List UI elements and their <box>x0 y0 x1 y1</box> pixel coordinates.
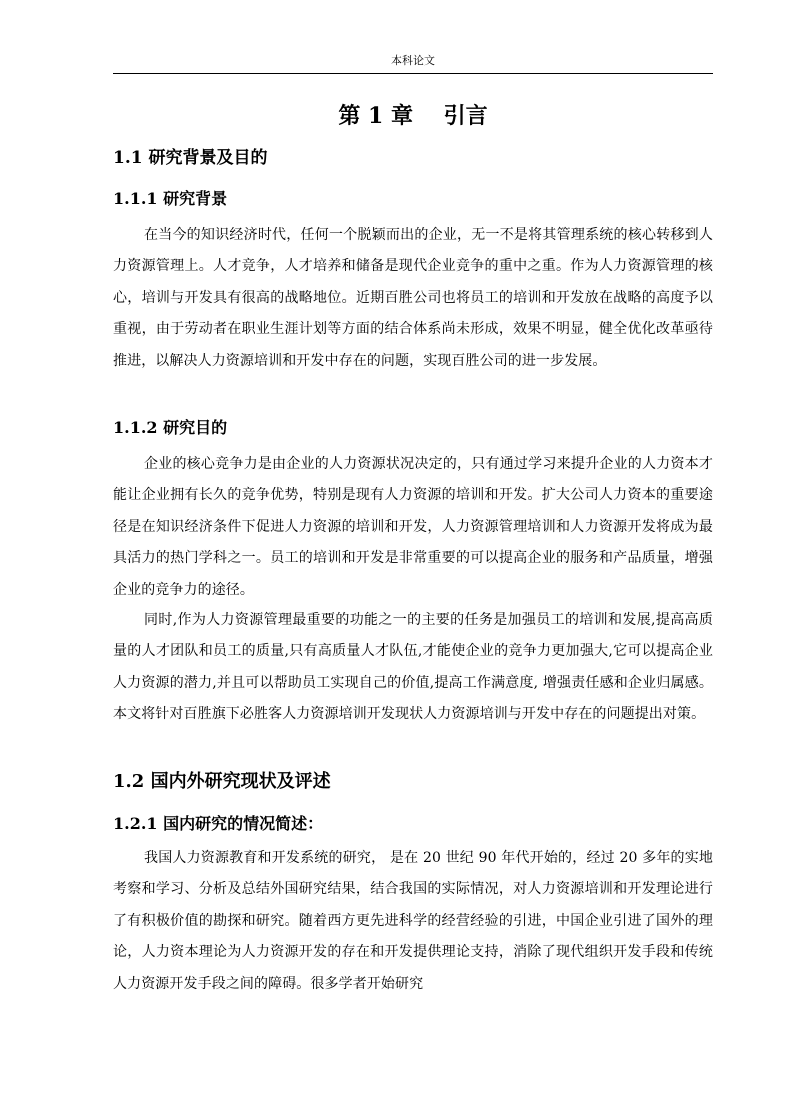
running-header: 本科论文 <box>391 54 435 67</box>
section-heading-1-2-1: 1.2.1 国内研究的情况简述： <box>113 814 324 833</box>
section-heading-1-1-1: 1.1.1 研究背景 <box>113 189 228 208</box>
section-heading-1-1: 1.1 研究背景及目的 <box>113 148 268 168</box>
paragraph-domestic-research: 我国人力资源教育和开发系统的研究， 是在 20 世纪 90 年代开始的，经过 20 多年的实地考察和学习、分析及总结外国研究结果，结合我国的实际情况，对人力资源培训和开发理论进行了有积极价值的勘探和研究。随着西方更先进科学的经营经验的引进，中国企业引进了国外的理论，人力资本理论为人力资源开发的存在和开发提供理论支持，消除了现代组织开发手段和传统人力资源开发手段之间的障碍。很多学者开始研究 <box>113 850 713 992</box>
section-heading-1-1-2: 1.1.2 研究目的 <box>113 418 228 437</box>
chapter-title: 第 1 章 引言 <box>338 103 488 129</box>
paragraph-research-background: 在当今的知识经济时代，任何一个脱颖而出的企业，无一不是将其管理系统的核心转移到人力资源管理上。人才竞争，人才培养和储备是现代企业竞争的重中之重。作为人力资源管理的核心，培训与开发具有很高的战略地位。近期百胜公司也将员工的培训和开发放在战略的高度予以重视，由于劳动者在职业生涯计划等方面的结合体系尚未形成，效果不明显，健全优化改革亟待推进，以解决人力资源培训和开发中存在的问题，实现百胜公司的进一步发展。 <box>113 227 713 369</box>
paragraph-research-purpose-2: 同时,作为人力资源管理最重要的功能之一的主要的任务是加强员工的培训和发展,提高高质量的人才团队和员工的质量,只有高质量人才队伍,才能使企业的竞争力更加强大,它可以提高企业人力资源的潜力,并且可以帮助员工实现自己的价值,提高工作满意度, 增强责任感和企业归属感。本文将针对百胜旗下必胜客人力资源培训开发现状人力资源培训与开发中存在的问题提出对策。 <box>113 612 713 723</box>
paragraph-research-purpose: 企业的核心竞争力是由企业的人力资源状况决定的，只有通过学习来提升企业的人力资本才能让企业拥有长久的竞争优势，特别是现有人力资源的培训和开发。扩大公司人力资本的重要途径是在知识经济条件下促进人力资源的培训和开发，人力资源管理培训和人力资源开发将成为最具活力的热门学科之一。员工的培训和开发是非常重要的可以提高企业的服务和产品质量，增强企业的竞争力的途径。 <box>113 456 713 598</box>
header-rule <box>113 73 713 74</box>
section-heading-1-2: 1.2 国内外研究现状及评述 <box>113 771 331 792</box>
